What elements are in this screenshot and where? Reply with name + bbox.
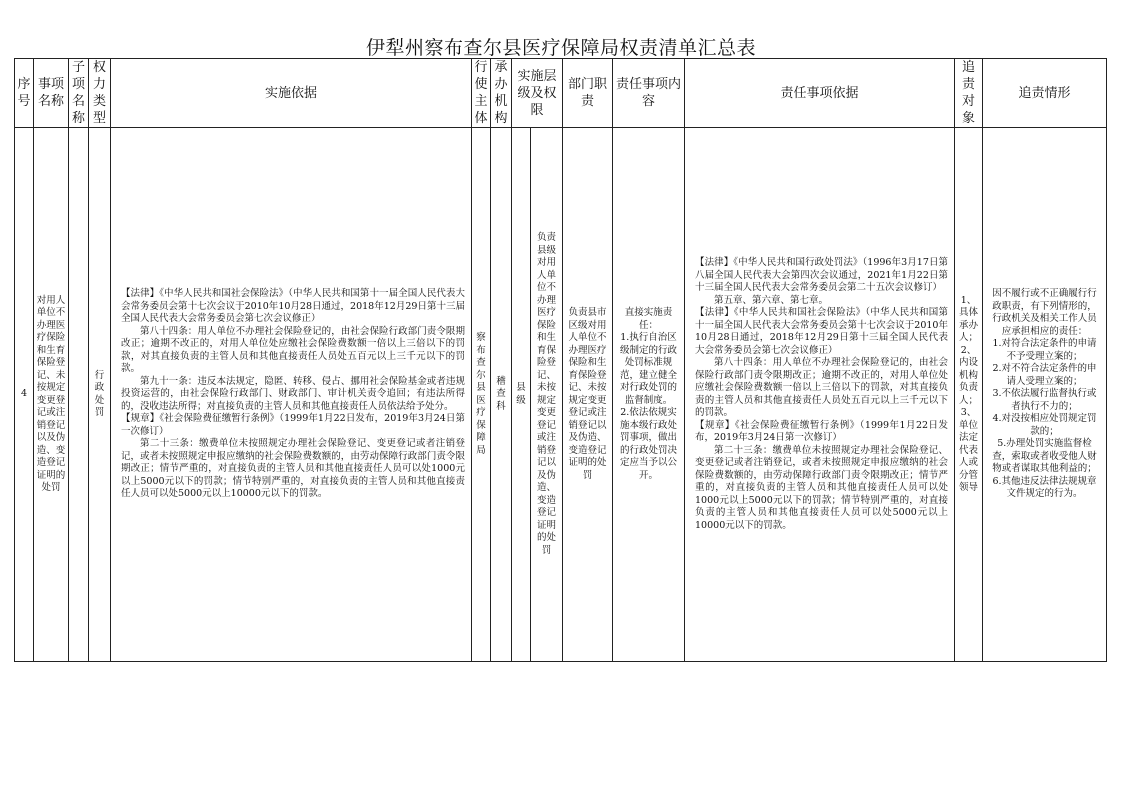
header-item-name: 事项名称 [34, 59, 69, 128]
situation-item-1: 1.对符合法定条件的申请不予受理立案的； [992, 338, 1097, 362]
header-row [15, 59, 1107, 128]
header-accountable-situation: 追责情形 [983, 59, 1107, 128]
basis-article-91: 第九十一条：违反本法规定，隐匿、转移、侵占、挪用社会保险基金或者违规投资运营的，由社会保险行政部门、财政部门、审计机关责令追回；有违法所得的，没收违法所得；对直接负责的主管人员和其他直接责任人员依法给予处分。 [121, 375, 465, 412]
cell-level: 县级 [512, 128, 531, 662]
header-dept-duty: 部门职责 [563, 59, 613, 128]
duty-content-item-1: 1.执行自治区级制定的行政处罚标准规范，建立健全对行政处罚的监督制度。 [620, 332, 678, 406]
cell-item-name: 对用人单位不办理医疗保险和生育保险登记、未按规定变更登记或注销登记以及伪造、变造登记证明的处罚 [34, 128, 69, 662]
cell-dept-duty: 负责县市区级对用人单位不办理医疗保险和生育保险登记、未按规定变更登记或注销登记以及伪造、变造登记证明的处罚 [563, 128, 613, 662]
cell-accountable-situation [983, 128, 1107, 662]
basis-article-23: 第二十三条：缴费单位未按照规定办理社会保险登记、变更登记或者注销登记，或者未按照规定申报应缴纳的社会保险费数额的，由劳动保障行政部门责令限期改正；情节严重的，对直接负责的主管人员和其他直接责任人员可以处1000元以上5000元以下的罚款；情节特别严重的，对直接负责的主管人员和其他直接责任人员可以处5000元以上10000元以下的罚款。 [121, 438, 465, 500]
header-duty-content: 责任事项内容 [613, 59, 685, 128]
cell-accountable-target: 1、具体承办人；2、内设机构负责人；3、单位法定代表人或分管领导 [955, 128, 983, 662]
responsibility-table [14, 58, 1107, 662]
duty-content-item-2: 2.依法依规实施本级行政处罚事项，做出的行政处罚决定应当予以公开。 [620, 407, 678, 481]
header-undertaker: 承办机构 [491, 59, 512, 128]
header-power-type: 权力类型 [89, 59, 111, 128]
cell-level-authority: 负责县级对用人单位不办理医疗保险和生育保险登记、未按规定变更登记或注销登记以及伪造、变造登记证明的处罚 [531, 128, 563, 662]
duty-content-heading: 直接实施责任： [624, 307, 673, 331]
cell-duty-basis [685, 128, 955, 662]
cell-undertaker: 稽查科 [491, 128, 512, 662]
table-row [15, 128, 1107, 662]
header-index: 序号 [15, 59, 34, 128]
cell-power-type: 行政处罚 [89, 128, 111, 662]
basis-law-line: 【法律】《中华人民共和国社会保险法》（中华人民共和国第十一届全国人民代表大会常务委员会第十七次会议于2010年10月28日通过，2018年12月29日第十三届全国人民代表大会常务委员会第七次会议修正） [121, 288, 465, 325]
page-title: 伊犁州察布查尔县医疗保障局权责清单汇总表 [365, 37, 756, 59]
basis-article-84: 第八十四条：用人单位不办理社会保险登记的，由社会保险行政部门责令限期改正；逾期不改正的，对用人单位处应缴社会保险费数额一倍以上三倍以下的罚款，对其直接负责的主管人员和其他直接责任人员处五百元以上三千元以下的罚款。 [121, 325, 465, 375]
basis-regulation-line: 【规章】《社会保险费征缴暂行条例》（1999年1月22日发布，2019年3月24日第一次修订） [121, 413, 465, 437]
duty-basis-law-1: 【法律】《中华人民共和国行政处罚法》（1996年3月17日第八届全国人民代表大会第四次会议通过，2021年1月22日第十三届全国人民代表大会常务委员会第二十五次会议修订） [695, 257, 949, 293]
header-level: 实施层级及权限 [512, 59, 563, 128]
duty-basis-regulation: 【规章】《社会保险费征缴暂行条例》（1999年1月22日发布，2019年3月24日第一次修订） [695, 419, 949, 443]
duty-basis-chapters: 第五章、第六章、第七章。 [714, 294, 829, 306]
duty-basis-law-2: 【法律】《中华人民共和国社会保险法》（中华人民共和国第十一届全国人民代表大会常务委员会第十七次会议于2010年10月28日通过，2018年12月29日第十三届全国人民代表大会常务委员会第七次会议修正） [695, 307, 949, 356]
cell-sub-item [69, 128, 89, 662]
header-duty-basis: 责任事项依据 [685, 59, 955, 128]
cell-subject: 察布查尔县医疗保障局 [472, 128, 491, 662]
header-accountable-target: 追责对象 [955, 59, 983, 128]
situation-intro: 因不履行或不正确履行行政职责，有下列情形的，行政机关及相关工作人员应承担相应的责任： [992, 288, 1097, 337]
header-basis: 实施依据 [111, 59, 472, 128]
header-sub-item: 子项名称 [69, 59, 89, 128]
duty-basis-article-23: 第二十三条：缴费单位未按照规定办理社会保险登记、变更登记或者注销登记，或者未按照规定申报应缴纳的社会保险费数额的，由劳动保障行政部门责令限期改正；情节严重的，对直接负责的主管人员和其他直接责任人员可以处1000元以上5000元以下的罚款；情节特别严重的，对直接负责的主管人员和其他直接责任人员可以处5000元以上10000元以下的罚款。 [695, 444, 949, 531]
situation-item-5: 5.办理处罚实施监督检查，索取或者收受他人财物或者谋取其他利益的； [992, 438, 1097, 475]
duty-basis-article-84: 第八十四条：用人单位不办理社会保险登记的，由社会保险行政部门责令限期改正；逾期不改正的，对用人单位处应缴社会保险费数额一倍以上三倍以下的罚款，对其直接负责的主管人员和其他直接责任人员处五百元以上三千元以下的罚款。 [695, 357, 949, 418]
situation-item-2: 2.对不符合法定条件的申请人受理立案的； [992, 363, 1097, 387]
cell-duty-content [613, 128, 685, 662]
cell-index: 4 [15, 128, 34, 662]
situation-item-6: 6.其他违反法律法规规章文件规定的行为。 [992, 475, 1097, 500]
situation-item-4: 4.对没按相应处罚规定罚款的； [992, 413, 1097, 437]
cell-basis [111, 128, 472, 662]
header-subject: 行使主体 [472, 59, 491, 128]
situation-item-3: 3.不依法履行监督执行或者执行不力的； [992, 388, 1097, 412]
